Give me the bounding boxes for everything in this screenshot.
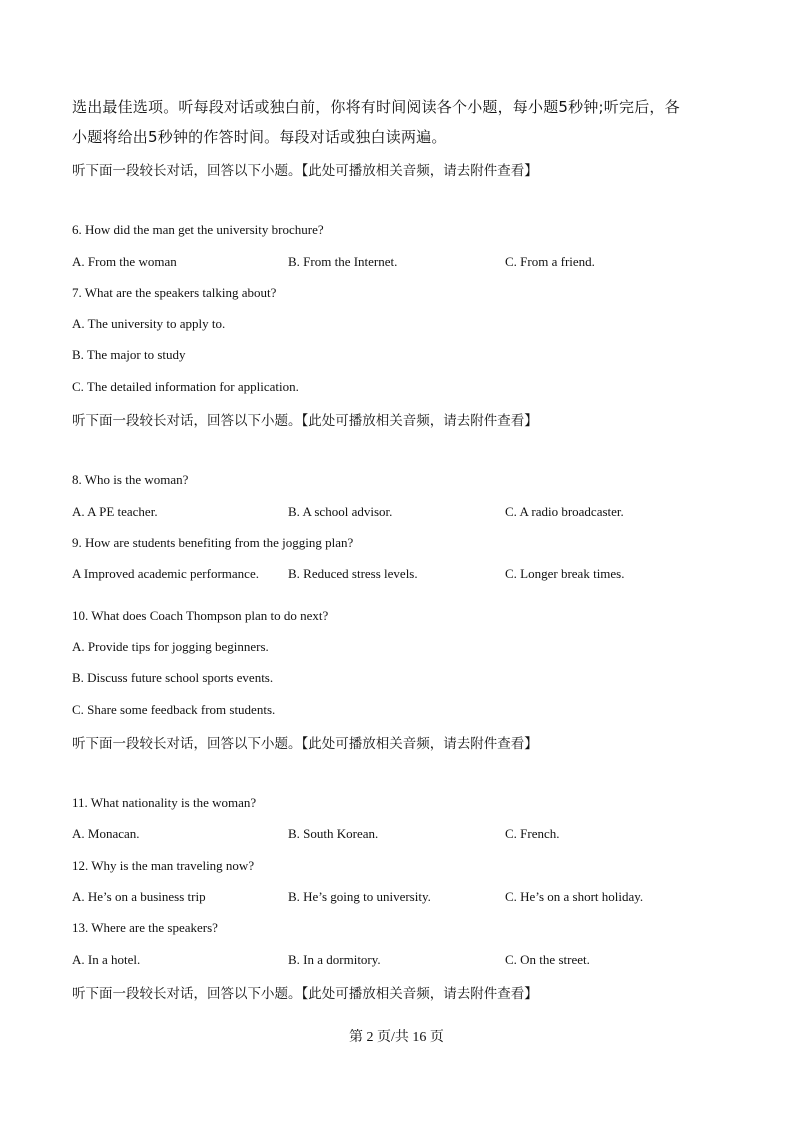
question-13-option-b: B. In a dormitory. (288, 952, 381, 967)
question-11-option-c: C. French. (505, 826, 560, 841)
question-10-option-b: B. Discuss future school sports events. (72, 670, 274, 685)
question-7-option-a: A. The university to apply to. (72, 316, 226, 331)
question-12-option-a: A. He’s on a business trip (72, 889, 206, 904)
question-7-option-c: C. The detailed information for application. (72, 379, 299, 394)
question-12-option-c: C. He’s on a short holiday. (505, 889, 644, 904)
question-13-option-a: A. In a hotel. (72, 952, 141, 967)
intro-line-1: 选出最佳选项。听每段对话或独白前，你将有时间阅读各个小题，每小题5秒钟;听完后，各 (72, 98, 680, 116)
question-8-option-c: C. A radio broadcaster. (505, 504, 624, 519)
audio-instruction: 听下面一段较长对话，回答以下小题。【此处可播放相关音频，请去附件查看】 (72, 736, 538, 752)
question-11-option-a: A. Monacan. (72, 826, 140, 841)
question-8: 8. Who is the woman? (72, 472, 189, 487)
question-12-option-b: B. He’s going to university. (288, 889, 431, 904)
question-8-option-b: B. A school advisor. (288, 504, 393, 519)
question-6: 6. How did the man get the university brochure? (72, 222, 324, 237)
question-11: 11. What nationality is the woman? (72, 795, 257, 810)
question-6-option-b: B. From the Internet. (288, 254, 398, 269)
question-6-option-a: A. From the woman (72, 254, 177, 269)
intro-line-2: 小题将给出5秒钟的作答时间。每段对话或独白读两遍。 (72, 128, 447, 146)
page-number-footer: 第 2 页/共 16 页 (349, 1030, 444, 1045)
question-12: 12. Why is the man traveling now? (72, 858, 255, 873)
question-11-option-b: B. South Korean. (288, 826, 379, 841)
question-13-option-c: C. On the street. (505, 952, 590, 967)
question-9: 9. How are students benefiting from the jogging plan? (72, 535, 354, 550)
question-9-option-b: B. Reduced stress levels. (288, 566, 418, 581)
question-10-option-a: A. Provide tips for jogging beginners. (72, 639, 269, 654)
section-intro (72, 92, 732, 152)
question-13: 13. Where are the speakers? (72, 920, 218, 935)
question-7-option-b: B. The major to study (72, 347, 186, 362)
question-10: 10. What does Coach Thompson plan to do next? (72, 608, 329, 623)
question-10-option-c: C. Share some feedback from students. (72, 702, 276, 717)
question-9-option-a: A Improved academic performance. (72, 566, 259, 581)
audio-instruction: 听下面一段较长对话，回答以下小题。【此处可播放相关音频，请去附件查看】 (72, 163, 538, 179)
question-9-option-c: C. Longer break times. (505, 566, 625, 581)
question-6-option-c: C. From a friend. (505, 254, 595, 269)
question-7: 7. What are the speakers talking about? (72, 285, 277, 300)
audio-instruction: 听下面一段较长对话，回答以下小题。【此处可播放相关音频，请去附件查看】 (72, 413, 538, 429)
audio-instruction: 听下面一段较长对话，回答以下小题。【此处可播放相关音频，请去附件查看】 (72, 986, 538, 1002)
question-8-option-a: A. A PE teacher. (72, 504, 158, 519)
